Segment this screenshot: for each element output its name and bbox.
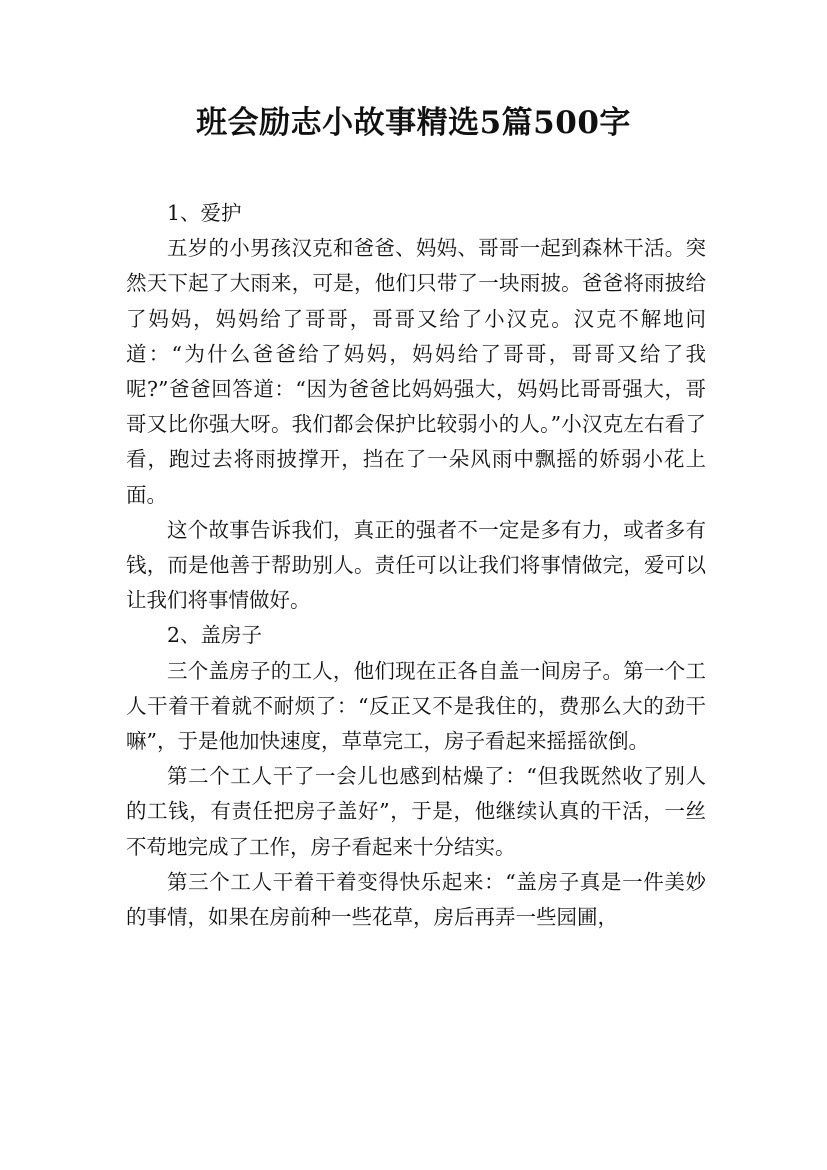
paragraph-1-1: 五岁的小男孩汉克和爸爸、妈妈、哥哥一起到森林干活。突然天下起了大雨来，可是，他们只带了一块雨披。爸爸将雨披给了妈妈，妈妈给了哥哥，哥哥又给了小汉克。汉克不解地问道：“为什么爸爸给了妈妈，妈妈给了哥哥，哥哥又给了我呢?”爸爸回答道：“因为爸爸比妈妈强大，妈妈比哥哥强大，哥哥又比你强大呀。我们都会保护比较弱小的人。”小汉克左右看了看，跑过去将雨披撑开，挡在了一朵风雨中飘摇的娇弱小花上面。 xyxy=(126,236,706,507)
document-title: 班会励志小故事精选5篇500字 xyxy=(196,105,631,141)
paragraph-1-2: 这个故事告诉我们，真正的强者不一定是多有力，或者多有钱，而是他善于帮助别人。责任可以让我们将事情做完，爱可以让我们将事情做好。 xyxy=(126,517,706,613)
section-heading-2: 2、盖房子 xyxy=(167,623,263,648)
paragraph-2-1: 三个盖房子的工人，他们现在正各自盖一间房子。第一个工人干着干着就不耐烦了：“反正又不是我住的，费那么大的劲干嘛”，于是他加快速度，草草完工，房子看起来摇摇欲倒。 xyxy=(126,658,706,754)
paragraph-2-3: 第三个工人干着干着变得快乐起来：“盖房子真是一件美妙的事情，如果在房前种一些花草，房后再弄一些园圃， xyxy=(126,869,706,930)
document-body xyxy=(126,196,706,935)
section-heading-1: 1、爱护 xyxy=(167,201,242,225)
paragraph-2-2: 第二个工人干了一会儿也感到枯燥了：“但我既然收了别人的工钱，有责任把房子盖好”，于是，他继续认真的干活，一丝不苟地完成了工作，房子看起来十分结实。 xyxy=(126,764,706,859)
